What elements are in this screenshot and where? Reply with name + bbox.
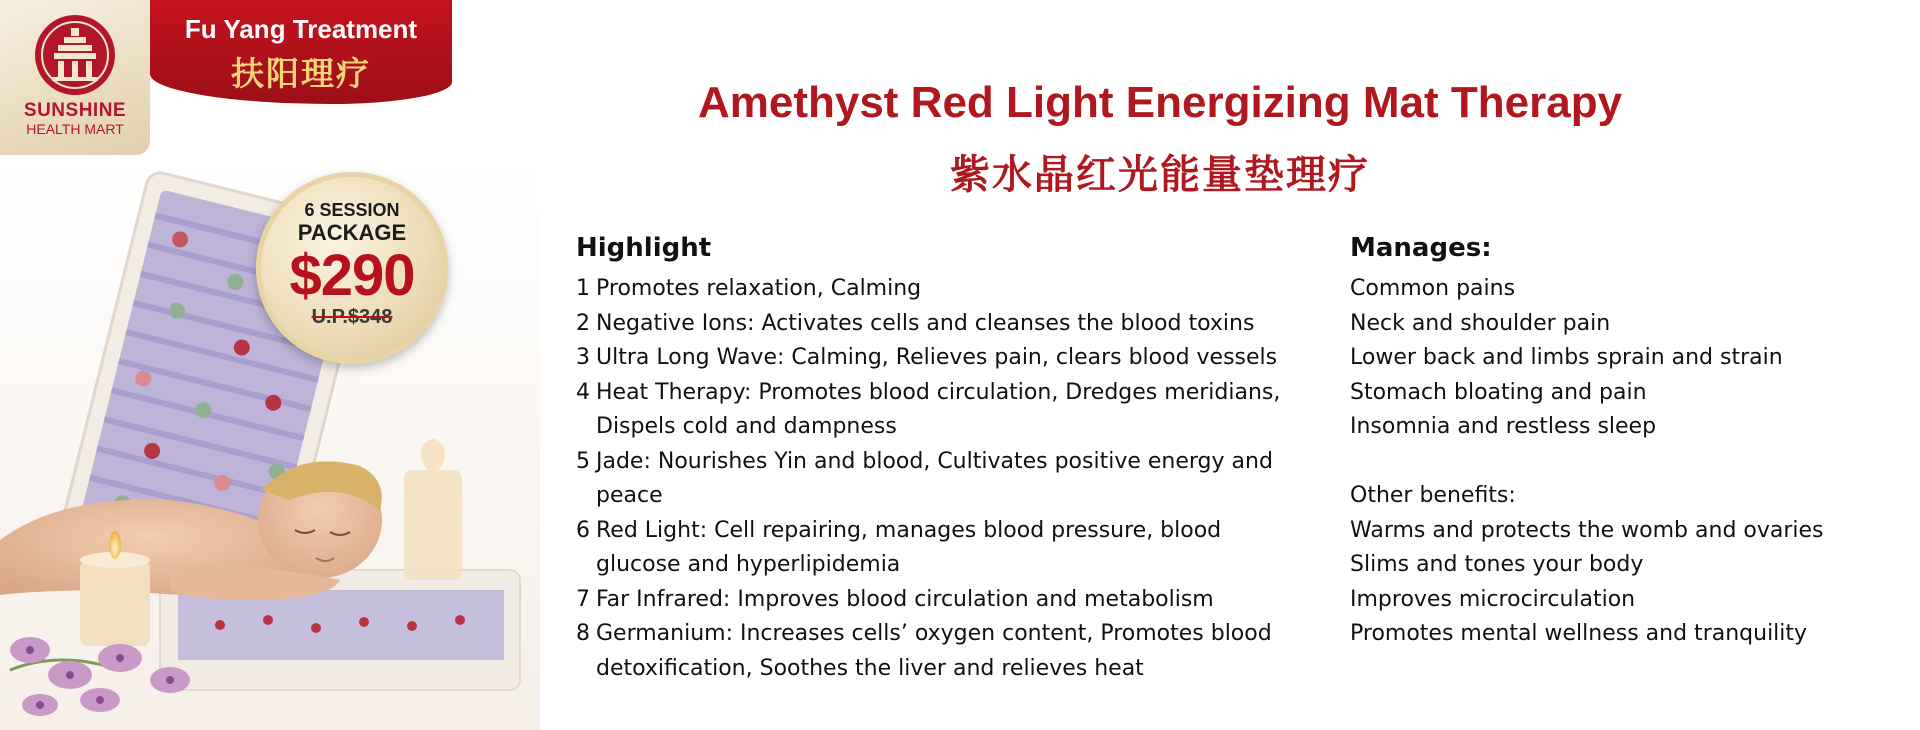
badge-package-label: PACKAGE (297, 220, 407, 245)
highlight-number: 1 (576, 276, 590, 301)
highlight-item (576, 617, 1306, 686)
badge-usual-price: U.P.$348 (311, 306, 393, 328)
badge-session-count: 6 SESSION (304, 200, 400, 220)
other-benefit-item: Slims and tones your body (1350, 552, 1644, 577)
other-benefit-item: Promotes mental wellness and tranquility (1350, 621, 1808, 646)
banner-title-zh: 扶阳理疗 (231, 54, 371, 93)
list-spacer (1350, 445, 1910, 480)
page-title-en: Amethyst Red Light Energizing Mat Therapy (697, 78, 1623, 127)
highlight-item (576, 272, 1306, 307)
highlight-number: 6 (576, 517, 590, 543)
other-benefits-heading: Other benefits: (1350, 483, 1516, 508)
brand-logo (0, 0, 150, 155)
highlight-list (576, 272, 1306, 686)
highlight-item (576, 341, 1306, 376)
highlight-number: 2 (576, 310, 590, 336)
highlight-number: 5 (576, 448, 590, 474)
highlight-item (576, 583, 1306, 618)
banner-title-en: Fu Yang Treatment (184, 14, 418, 44)
manages-item: Common pains (1350, 276, 1516, 301)
manages-item: Neck and shoulder pain (1350, 310, 1611, 336)
highlight-number: 4 (576, 379, 590, 405)
manages-item: Stomach bloating and pain (1350, 379, 1647, 405)
highlight-section (576, 230, 1306, 686)
manages-item: Insomnia and restless sleep (1350, 414, 1657, 439)
highlight-number: 8 (576, 621, 590, 646)
highlight-text: Germanium: Increases cells’ oxygen content, Promotes blood detoxification, Soothes the liver and relieves heat (596, 621, 1272, 681)
highlight-item (576, 445, 1306, 514)
other-benefit-item: Improves microcirculation (1350, 586, 1636, 612)
highlight-item (576, 514, 1306, 583)
treatment-banner (150, 0, 452, 104)
highlight-text: Red Light: Cell repairing, manages blood pressure, blood glucose and hyperlipidemia (596, 517, 1222, 577)
highlight-number: 7 (576, 586, 590, 612)
highlight-text: Jade: Nourishes Yin and blood, Cultivates positive energy and peace (596, 448, 1273, 508)
sunshine-logo-icon (32, 12, 118, 98)
highlight-text: Far Infrared: Improves blood circulation and metabolism (596, 586, 1214, 612)
page-title-zh: 紫水晶红光能量垫理疗 (950, 152, 1370, 198)
highlight-text: Negative Ions: Activates cells and cleanses the blood toxins (596, 310, 1255, 336)
highlight-number: 3 (576, 345, 590, 370)
manages-heading: Manages: (1350, 233, 1492, 263)
manages-section (1350, 230, 1910, 652)
highlight-text: Promotes relaxation, Calming (596, 276, 922, 301)
highlight-item (576, 376, 1306, 445)
other-benefit-item: Warms and protects the womb and ovaries (1350, 517, 1824, 543)
highlight-heading: Highlight (576, 233, 712, 263)
highlight-item (576, 307, 1306, 342)
logo-text-health-mart: HEALTH MART (26, 121, 124, 137)
highlight-text: Heat Therapy: Promotes blood circulation, Dredges meridians, Dispels cold and dampness (596, 379, 1281, 439)
logo-text-sunshine: SUNSHINE (23, 100, 127, 121)
manages-item: Lower back and limbs sprain and strain (1350, 345, 1783, 370)
manages-list (1350, 272, 1910, 652)
price-badge (256, 172, 448, 364)
highlight-text: Ultra Long Wave: Calming, Relieves pain, clears blood vessels (596, 345, 1278, 370)
badge-price: $290 (289, 243, 415, 308)
